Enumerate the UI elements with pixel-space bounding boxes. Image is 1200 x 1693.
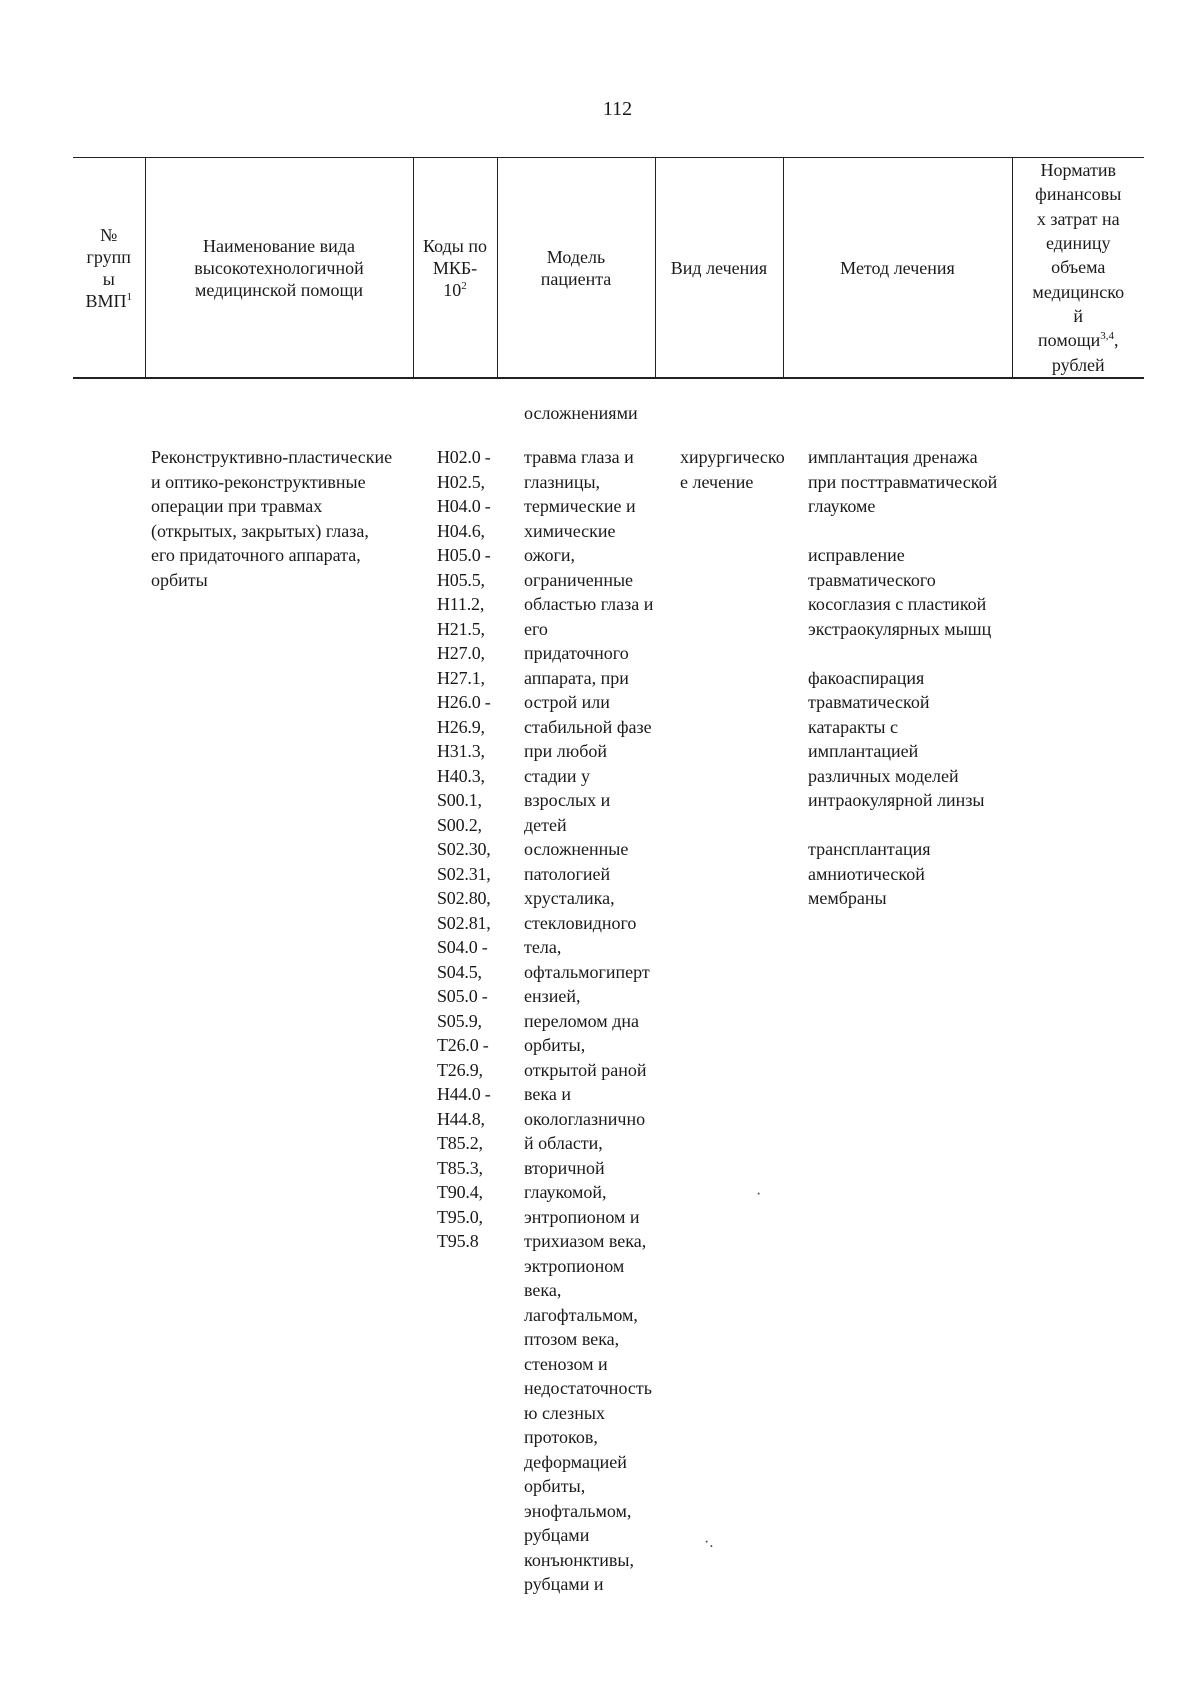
method-drainage-implantation: имплантация дренажа при посттравматической глаукоме <box>808 447 998 516</box>
page-number: 112 <box>602 98 633 120</box>
header-group-no: № групп ы ВМП$^1$ <box>73 158 145 379</box>
method-phacoaspiration: факоаспирация травматической катаракты с имплантацией различных моделей интраокулярной линзы <box>808 667 985 810</box>
table-header <box>73 157 1144 379</box>
method-strabismus-correction: исправление травматического косоглазия с пластикой экстраокулярных мышц <box>808 545 992 639</box>
header-treatment-method: Метод лечения <box>783 158 1012 379</box>
patient-model-continuation: осложнениями <box>524 403 638 423</box>
care-name-cell: Реконструктивно-пластические и оптико-реконструктивные операции при травмах (открытых, закрытых) глаза, его придаточного аппарата, орбиты <box>151 447 393 590</box>
method-amniotic-membrane: трансплантация амниотической мембраны <box>808 839 931 908</box>
header-treatment-type: Вид лечения <box>655 158 783 379</box>
treatment-type-cell: хирургическо е лечение <box>680 447 785 492</box>
header-patient-model: Модель пациента <box>497 158 655 379</box>
header-care-name: Наименование вида высокотехнологичной медицинской помощи <box>145 158 413 379</box>
header-icd-codes: Коды по МКБ- $10^2$ <box>413 158 497 379</box>
scan-speck: ·. <box>704 1534 714 1551</box>
header-cost-norm: Норматив финансовы х затрат на единицу объема медицинско й помощи$^{3,4}$, рублей <box>1012 158 1144 379</box>
icd-codes-cell: H02.0 - H02.5, H04.0 - H04.6, H05.0 - H05.5, H11.2, H21.5, H27.0, H27.1, H26.0 - H26.9, H31.3, H40.3, S00.1, S00.2, S02.30, S02.31, S02.80, S02.81, S04.0 - S04.5, S05.0 - S05.9, T26.0 - T26.9, H44.0 - H44.8, T85.2, T85.3, T90.4, T95.0, T95.8 <box>437 447 491 1251</box>
patient-model-cell: травма глаза и глазницы, термические и химические ожоги, ограниченные областью глаза и его придаточного аппарата, при острой или стабильной фазе при любой стадии у взрослых и детей осложненные патологией хрусталика, стекловидного тела, офтальмогиперт ензией, переломом дна орбиты, открытой раной века и окологлазничнo й области, вторичной глаукомой, энтропионом и трихиазом века, эктропионом века, лагофтальмом, птозом века, стенозом и недостаточность ю слезных протоков, деформацией орбиты, энофтальмом, рубцами конъюнктивы, рубцами и <box>524 447 654 1594</box>
treatment-method-cell <box>808 445 997 911</box>
scan-speck: · <box>756 1186 762 1203</box>
